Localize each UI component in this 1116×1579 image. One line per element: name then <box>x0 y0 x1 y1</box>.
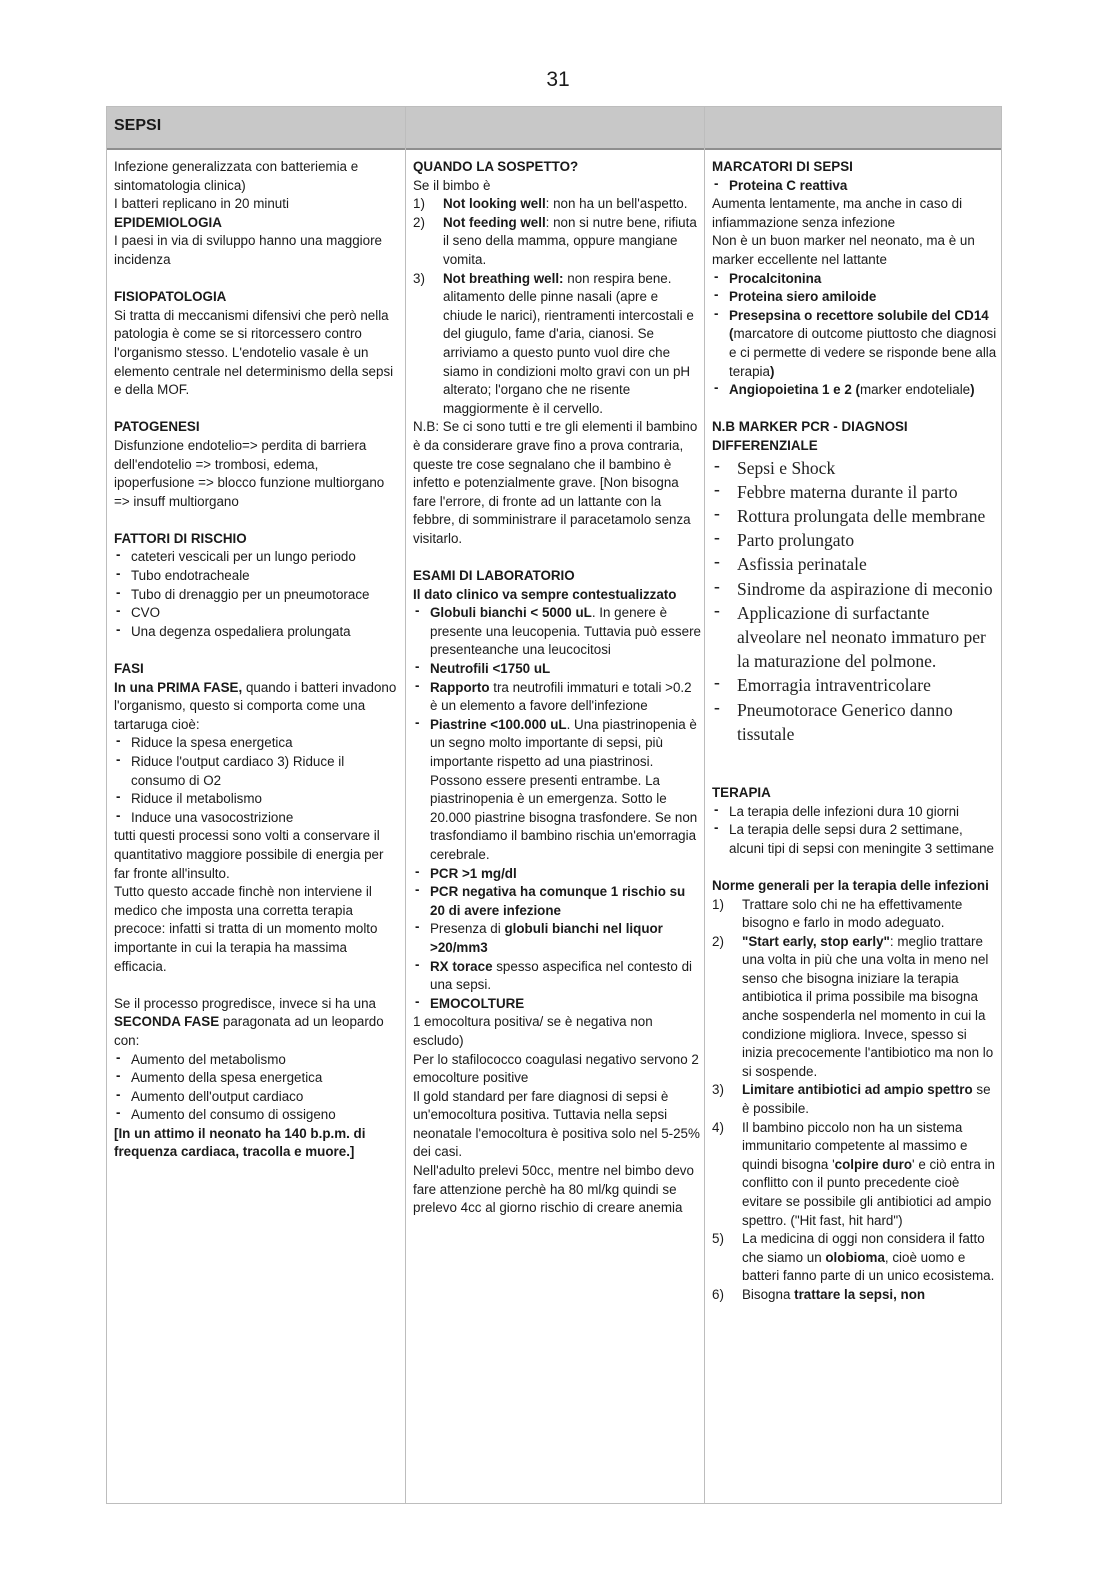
list-item: - Tubo di drenaggio per un pneumotorace <box>114 586 399 605</box>
section-heading: TERAPIA <box>712 784 771 800</box>
list-item: - Febbre materna durante il parto <box>712 480 997 504</box>
intro-line: I batteri replicano in 20 minuti <box>114 196 289 212</box>
list-item: 2) "Start early, stop early": meglio trattare una volta in più che una volta in meno nel senso che bisogna iniziare la terapia antibiotica il prima possibile ma bisogna anche sospenderla nel momento in cui la condizione migliora. Invece, spesso si inizia precocemente l'antibiotico ma non lo si sospende. <box>712 933 994 1079</box>
section-heading: FISIOPATOLOGIA <box>114 289 227 305</box>
notes-table <box>106 106 1002 1504</box>
section-heading: PATOGENESI <box>114 419 200 435</box>
list-item: - Proteina C reattiva <box>712 177 997 196</box>
paragraph-bold: [In un attimo il neonato ha 140 b.p.m. di frequenza cardiaca, tracolla e muore.] <box>114 1125 366 1160</box>
list-item: - PCR >1 mg/dl <box>413 865 701 884</box>
list-item: - Neutrofili <1750 uL <box>413 660 701 679</box>
paragraph: N.B: Se ci sono tutti e tre gli elementi il bambino è da considerare grave fino a prova contraria, queste tre cose segnalano che il bambino è infetto e potenzialmente grave. [Non bisogna fare l'errore, di fronte ad un lattante con la febbre, di somministrare il paracetamolo senza visitarlo. <box>413 419 698 546</box>
list-item: 3) Limitare antibiotici ad ampio spettro se è possibile. <box>712 1082 991 1117</box>
column-1 <box>114 158 399 1162</box>
page-number: 31 <box>546 68 570 91</box>
phase1-list <box>114 734 399 827</box>
therapy-list <box>712 803 997 859</box>
risk-factor-list <box>114 548 399 641</box>
table-header <box>107 107 1001 150</box>
table-title: SEPSI <box>114 117 162 134</box>
list-item: 1) Trattare solo chi ne ha effettivamente bisogno e farlo in modo adeguato. <box>712 896 963 931</box>
list-item: - Pneumotorace Generico danno tissutale <box>712 698 997 746</box>
marker-list <box>712 177 997 196</box>
lab-list <box>413 604 701 1013</box>
section-heading: Norme generali per la terapia delle infezioni <box>712 877 989 893</box>
list-item: - Riduce il metabolismo <box>114 790 399 809</box>
list-item: 1) Not looking well: non ha un bell'aspetto. <box>413 196 688 212</box>
section-heading: ESAMI DI LABORATORIO <box>413 568 575 584</box>
phase2-list <box>114 1051 399 1125</box>
list-item: 6) Bisogna trattare la sepsi, non <box>712 1286 926 1302</box>
list-item: - CVO <box>114 604 399 623</box>
paragraph: Si tratta di meccanismi difensivi che però nella patologia è come se si ritorcessero contro l'organismo stesso. L'endotelio vasale è un elemento centrale nel determinismo della sepsi e della MOF. <box>114 307 394 398</box>
list-item: - Aumento del metabolismo <box>114 1051 399 1070</box>
rules-list <box>712 896 997 1305</box>
list-item: - Aumento della spesa energetica <box>114 1069 399 1088</box>
column-3 <box>712 158 997 1305</box>
list-item: 4) Il bambino piccolo non ha un sistema immunitario competente al massimo e quindi bisogna 'colpire duro' e ciò entra in conflitto con il punto precedente cioè evitare se possibile gli antibiotici ad ampio spettro. ("Hit fast, hit hard") <box>712 1119 995 1228</box>
paragraph: Aumenta lentamente, ma anche in caso di infiammazione senza infezione <box>712 196 963 230</box>
list-item: - Rapporto tra neutrofili immaturi e totali >0.2 è un elemento a favore dell'infezione <box>413 679 701 716</box>
paragraph: I paesi in via di sviluppo hanno una maggiore incidenza <box>114 233 382 267</box>
intro-line: Infezione generalizzata con batteriemia e sintomatologia clinica) <box>114 159 359 193</box>
list-item: - RX torace spesso aspecifica nel contesto di una sepsi. <box>413 958 701 995</box>
list-item: - La terapia delle infezioni dura 10 giorni <box>712 803 997 822</box>
list-item: - Asfissia perinatale <box>712 552 997 576</box>
section-heading: FATTORI DI RISCHIO <box>114 530 247 546</box>
list-item: 5) La medicina di oggi non considera il fatto che siamo un olobioma, cioè uomo e batteri fanno parte di un unico ecosistema. <box>712 1231 995 1284</box>
section-heading: FASI <box>114 661 144 677</box>
list-item: - Tubo endotracheale <box>114 567 399 586</box>
list-item: - Presepsina o recettore solubile del CD14 (marcatore di outcome piuttosto che diagnosi e ci permette di vedere se risponde bene alla terapia) <box>712 307 997 381</box>
section-heading: QUANDO LA SOSPETTO? <box>413 159 579 174</box>
suspect-list <box>413 195 701 418</box>
list-item: - EMOCOLTURE <box>413 995 701 1014</box>
list-item: - Proteina siero amiloide <box>712 288 997 307</box>
paragraph: tutti questi processi sono volti a conservare il quantitativo maggiore possibile di energia per far fronte all'insulto. <box>114 828 384 881</box>
list-item: 2) Not feeding well: non si nutre bene, rifiuta il seno della mamma, oppure mangiane vomita. <box>413 214 697 267</box>
paragraph: Nell'adulto prelevi 50cc, mentre nel bimbo devo fare attenzione perchè ha 80 ml/kg quindi se prelevo 4cc al giorno rischio di creare anemia <box>413 1163 694 1216</box>
list-item: - Una degenza ospedaliera prolungata <box>114 623 399 642</box>
list-item: - Rottura prolungata delle membrane <box>712 504 997 528</box>
list-item: - Emorragia intraventricolare <box>712 673 997 697</box>
list-item: - Globuli bianchi < 5000 uL. In genere è presente una leucopenia. Tuttavia può essere presenteanche una leucocitosi <box>413 604 701 660</box>
list-item: - Parto prolungato <box>712 528 997 552</box>
column-divider <box>405 107 406 1503</box>
list-item: - Induce una vasocostrizione <box>114 809 399 828</box>
paragraph: Tutto questo accade finchè non interviene il medico che imposta una corretta terapia precoce: infatti si tratta di un momento molto importante in cui la terapia ha massima efficacia. <box>114 884 378 974</box>
paragraph: Non è un buon marker nel neonato, ma è un marker eccellente nel lattante <box>712 233 975 267</box>
marker-list <box>712 270 997 400</box>
list-item: 3) Not breathing well: non respira bene. alitamento delle pinne nasali (apre e chiude le narici), rientramenti intercostali e del giugulo, fame d'aria, cianosi. Se arriviamo a questo punto vuol dire che siamo in condizioni molto gravi con un pH alterato; l'organo che ne risente maggiormente è il cervello. <box>413 270 694 416</box>
column-divider <box>704 107 705 1503</box>
paragraph: Se il processo progredisce, invece si ha una SECONDA FASE paragonata ad un leopardo con: <box>114 995 384 1048</box>
paragraph: Il gold standard per fare diagnosi di sepsi è un'emocoltura positiva. Tuttavia nella sepsi neonatale l'emocoltura è positiva solo nel 5-25% dei casi. <box>413 1088 700 1160</box>
paragraph: Per lo stafilococco coagulasi negativo servono 2 emocolture positive <box>413 1051 699 1086</box>
paragraph: Se il bimbo è <box>413 177 491 193</box>
list-item: - Riduce l'output cardiaco 3) Riduce il consumo di O2 <box>114 753 399 790</box>
list-item: - Sepsi e Shock <box>712 456 997 480</box>
list-item: - Procalcitonina <box>712 270 997 289</box>
section-subheading: Il dato clinico va sempre contestualizzato <box>413 586 677 602</box>
list-item: - Angiopoietina 1 e 2 (marker endoteliale) <box>712 381 997 400</box>
section-heading: MARCATORI DI SEPSI <box>712 159 853 174</box>
list-item: - Piastrine <100.000 uL. Una piastrinopenia è un segno molto importante di sepsi, più importante rispetto ad una piastrinosi. Possono essere presenti entrambe. La piastrinopenia è un emergenza. Sotto le 20.000 piastrine bisogna trasfondere. Se non trasfondiamo il bambino rischia un'emorragia cerebrale. <box>413 716 701 865</box>
list-item: - Sindrome da aspirazione di meconio <box>712 577 997 601</box>
column-2 <box>413 158 701 1218</box>
section-heading: EPIDEMIOLOGIA <box>114 214 222 230</box>
list-item: - Applicazione di surfactante alveolare nel neonato immaturo per la maturazione del polmone. <box>712 601 997 674</box>
list-item: - cateteri vescicali per un lungo periodo <box>114 548 399 567</box>
paragraph: Disfunzione endotelio=> perdita di barriera dell'endotelio => trombosi, edema, ipoperfusione => blocco funzione multiorgano => insuff multiorgano <box>114 437 385 509</box>
paragraph: 1 emocoltura positiva/ se è negativa non escludo) <box>413 1014 653 1048</box>
list-item: - Presenza di globuli bianchi nel liquor >20/mm3 <box>413 920 701 957</box>
paragraph: In una PRIMA FASE, quando i batteri invadono l'organismo, questo si comporta come una tartaruga cioè: <box>114 679 397 732</box>
list-item: - Aumento del consumo di ossigeno <box>114 1106 399 1125</box>
list-item: - La terapia delle sepsi dura 2 settimane, alcuni tipi di sepsi con meningite 3 settimane <box>712 821 997 858</box>
differential-list <box>712 456 997 746</box>
list-item: - Aumento dell'output cardiaco <box>114 1088 399 1107</box>
list-item: - PCR negativa ha comunque 1 rischio su 20 di avere infezione <box>413 883 701 920</box>
list-item: - Riduce la spesa energetica <box>114 734 399 753</box>
section-heading: N.B MARKER PCR - DIAGNOSI DIFFERENZIALE <box>712 419 908 453</box>
